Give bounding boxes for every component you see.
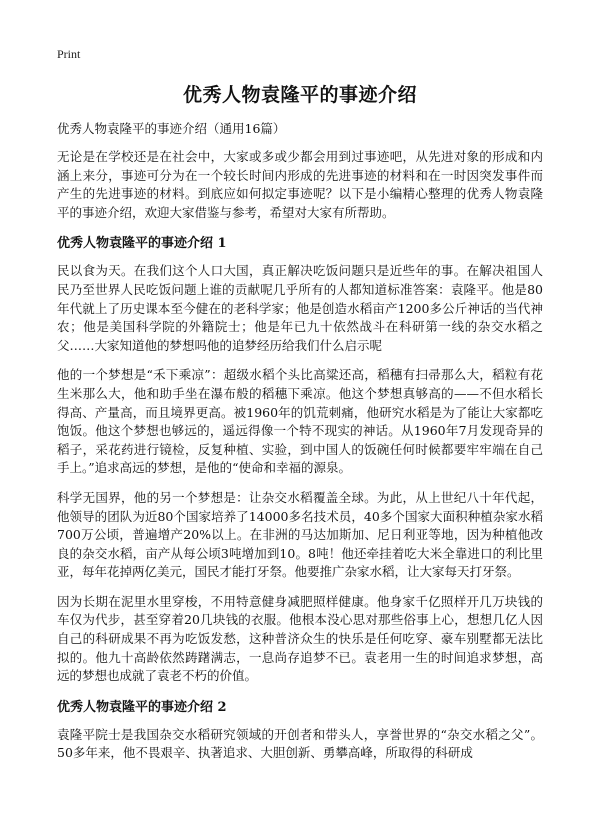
print-link[interactable]: Print [57, 47, 81, 61]
section-heading-1: 优秀人物袁隆平的事迹介绍 1 [57, 236, 227, 252]
article-subtitle: 优秀人物袁隆平的事迹介绍（通用16篇） [57, 121, 286, 136]
section-2-paragraph-1: 袁隆平院士是我国杂交水稻研究领域的开创者和带头人，享誉世界的“杂交水稻之父”。50多年来，他不畏艰辛、执著追求、大胆创新、勇攀高峰，所取得的科研成 [57, 726, 543, 761]
intro-paragraph: 无论是在学校还是在社会中，大家或多或少都会用到过事迹吧，从先进对象的形成和内涵上来分，事迹可分为在一个较长时间内形成的先进事迹的材料和在一时因突发事件而产生的先进事迹的材料。到底应如何拟定事迹呢？以下是小编精心整理的优秀人物袁隆平的事迹介绍，欢迎大家借鉴与参考，希望对大家有所帮助。 [57, 149, 543, 220]
article-body [57, 120, 543, 774]
page-title: 优秀人物袁隆平的事迹介绍 [182, 84, 417, 106]
section-heading-2: 优秀人物袁隆平的事迹介绍 2 [57, 699, 227, 715]
section-1-paragraph-4: 因为长期在泥里水里穿梭，不用特意健身减肥照样健康。他身家千亿照样开几万块钱的车仅为代步，甚至穿着20几块钱的衣服。他根本没心思对那些俗事上心，想想几亿人因自己的科研成果不再为吃饭发愁，这种普济众生的快乐是任何吃穿、豪车别墅都无法比拟的。他九十高龄依然踌躇满志，一息尚存追梦不已。袁老用一生的时间追求梦想，高远的梦想也成就了袁老不朽的价值。 [57, 593, 543, 684]
section-1-paragraph-3: 科学无国界，他的另一个梦想是：让杂交水稻覆盖全球。为此，从上世纪八十年代起，他领导的团队为近80个国家培养了14000多名技术员，40多个国家大面积种植杂家水稻700万公顷，普遍增产20%以上。在非洲的马达加斯加、尼日利亚等地，因为种植他改良的杂交水稻，亩产从每公顷3吨增加到10。8吨！他还牵挂着吃大米全靠进口的利比里亚，每年花掉两亿美元，国民才能打牙祭。他要推广杂家水稻，让大家每天打牙祭。 [57, 489, 543, 580]
section-1-paragraph-2: 他的一个梦想是“禾下乘凉”：超级水稻个头比高粱还高，稻穗有扫帚那么大，稻粒有花生米那么大，他和助手坐在瀑布般的稻穗下乘凉。他这个梦想真够高的——不但水稻长得高、产量高，而且境界更高。被1960年的饥荒刺痛，他研究水稻是为了能让大家都吃饱饭。他这个梦想也够远的，遥远得像一个特不现实的神话。从1960年7月发现奇异的稻子，采花药进行镜检，反复种植、实验，到中国人的饭碗任何时候都要牢牢端在自己手上。”追求高远的梦想，是他的“使命和幸福的源泉。 [57, 367, 543, 476]
section-1-paragraph-1: 民以食为天。在我们这个人口大国，真正解决吃饭问题只是近些年的事。在解决祖国人民乃至世界人民吃饭问题上谁的贡献呢几乎所有的人都知道标准答案：袁隆平。他是80年代就上了历史课本至今健在的老科学家；他是创造水稻亩产1200多公斤神话的当代神农；他是美国科学院的外籍院士；他是年已九十依然战斗在科研第一线的杂交水稻之父……大家知道他的梦想吗他的追梦经历给我们什么启示呢 [57, 263, 543, 353]
